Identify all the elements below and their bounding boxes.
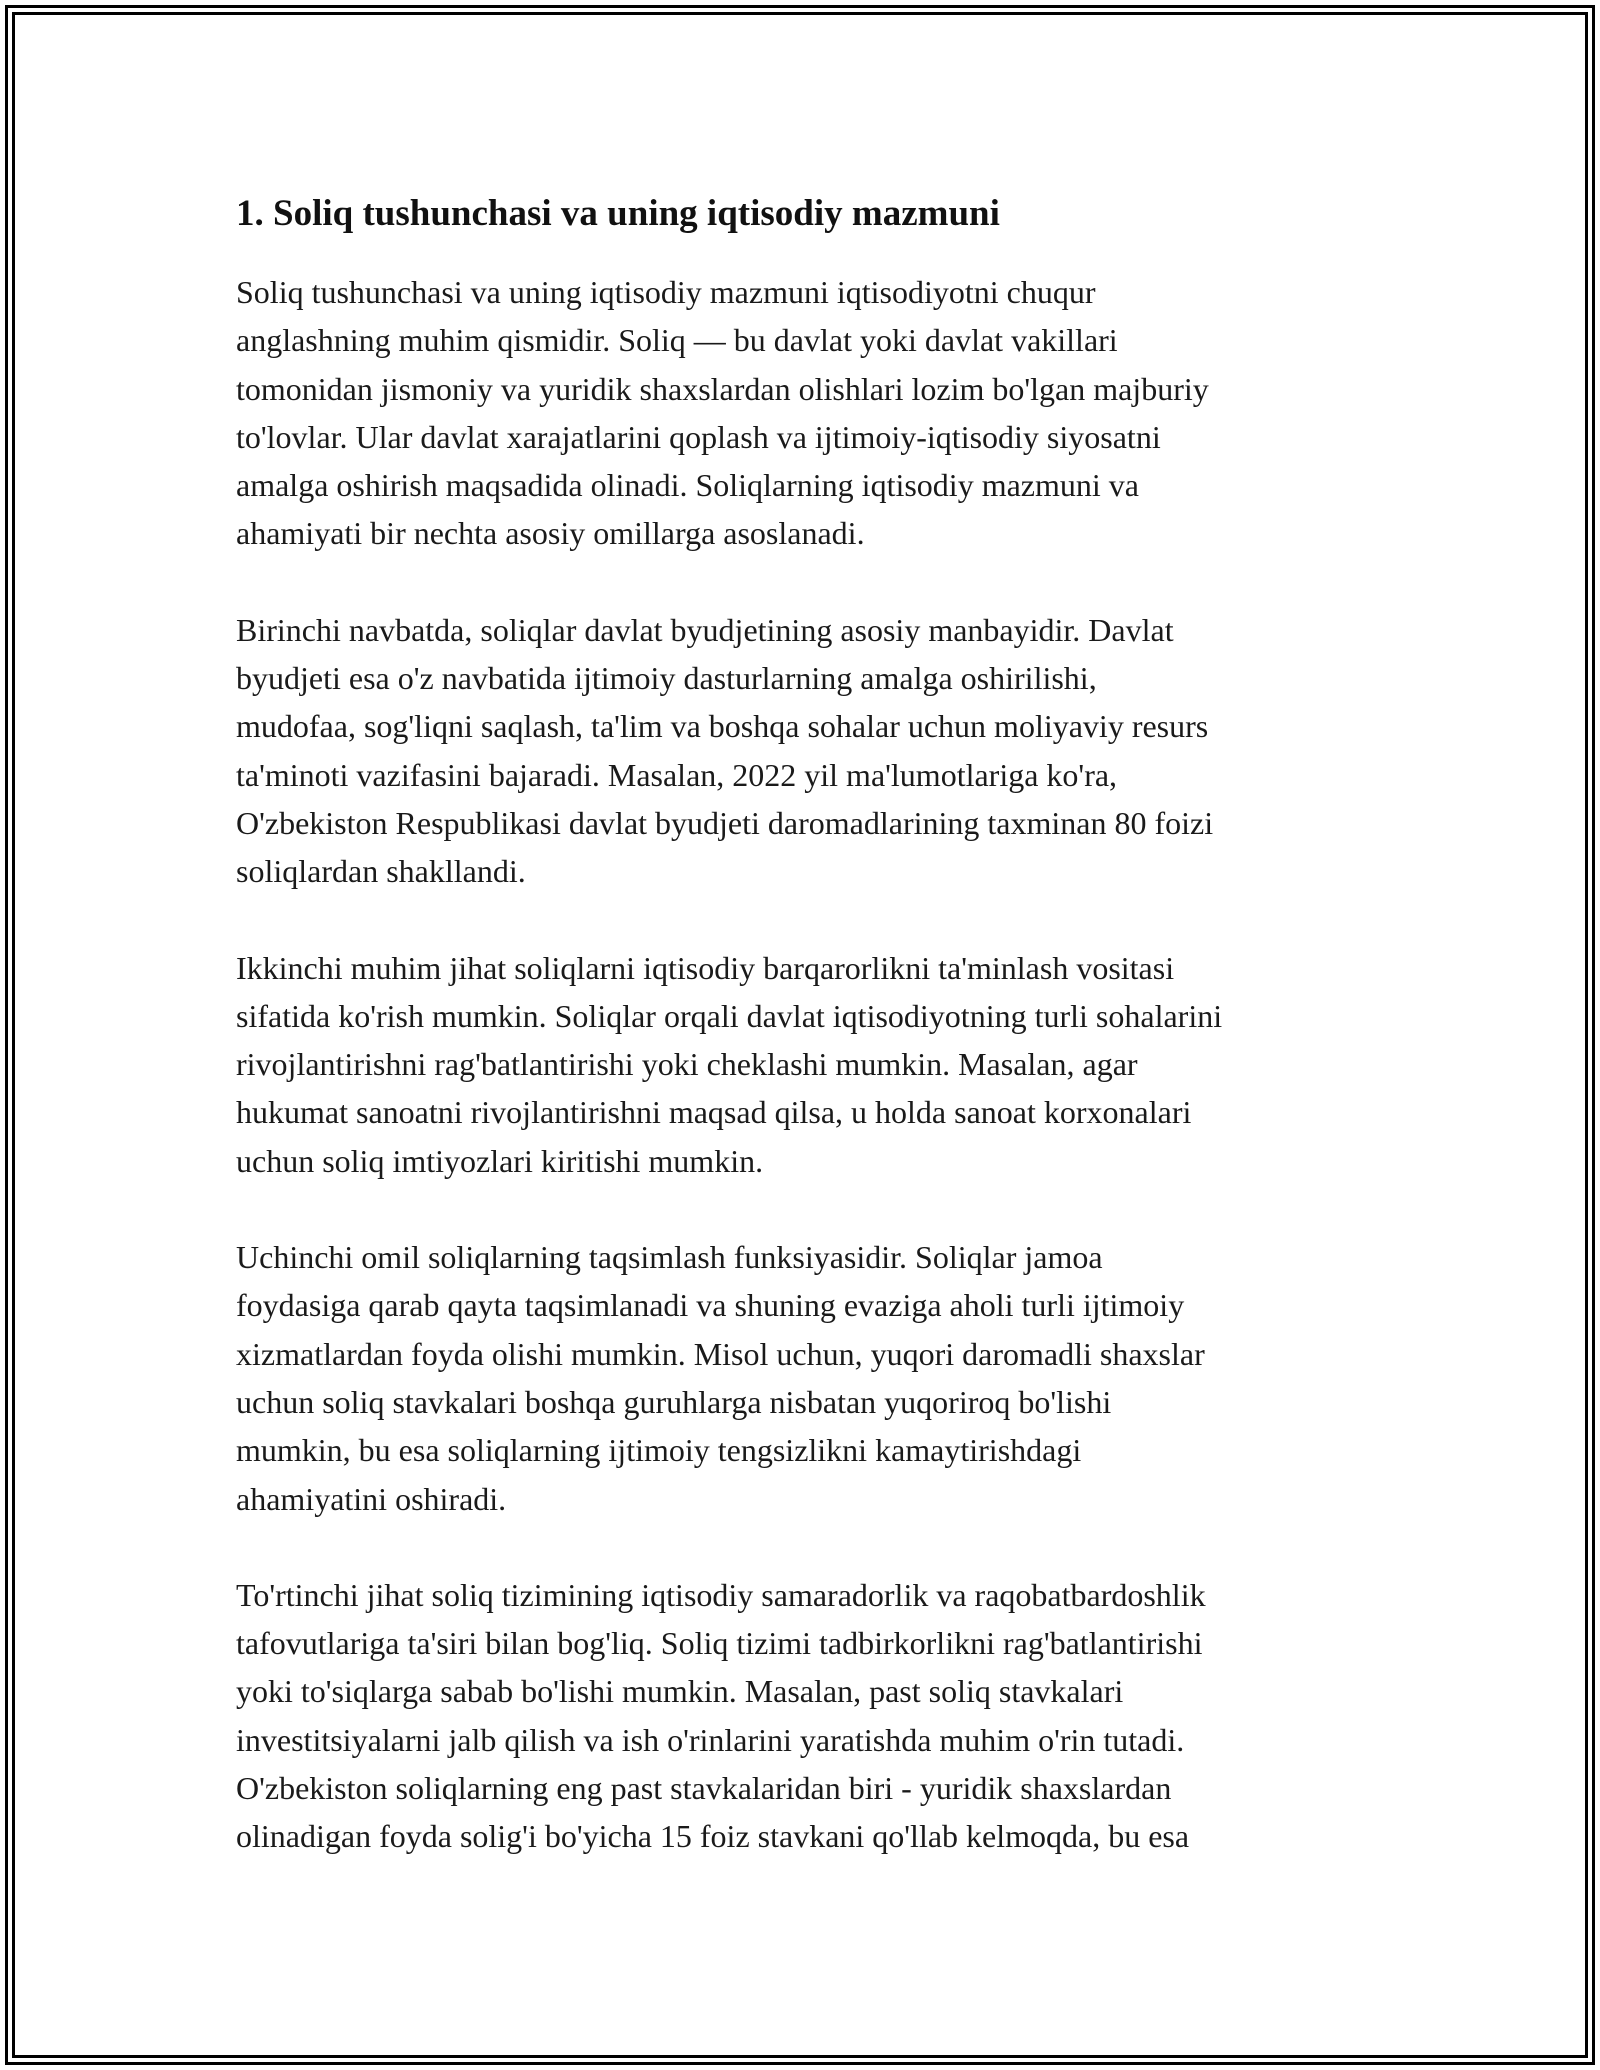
text-line: amalga oshirish maqsadida olinadi. Soliqlarning iqtisodiy mazmuni va xyxy=(236,467,1139,504)
paragraph xyxy=(236,606,1376,896)
text-line: tafovutlariga ta'siri bilan bog'liq. Soliq tizimi tadbirkorlikni rag'batlantirishi xyxy=(236,1625,1203,1662)
text-line: Uchinchi omil soliqlarning taqsimlash funksiyasidir. Soliqlar jamoa xyxy=(236,1239,1103,1276)
text-line: byudjeti esa o'z navbatida ijtimoiy dasturlarning amalga oshirilishi, xyxy=(236,660,1097,697)
body-text xyxy=(236,268,1376,1861)
paragraph xyxy=(236,1233,1376,1523)
text-line: olinadigan foyda solig'i bo'yicha 15 foiz stavkani qo'llab kelmoqda, bu esa xyxy=(236,1818,1190,1855)
section-heading: 1. Soliq tushunchasi va uning iqtisodiy mazmuni xyxy=(236,193,1000,234)
text-line: foydasiga qarab qayta taqsimlanadi va shuning evaziga aholi turli ijtimoiy xyxy=(236,1287,1185,1324)
text-line: hukumat sanoatni rivojlantirishni maqsad qilsa, u holda sanoat korxonalari xyxy=(236,1094,1192,1131)
text-line: rivojlantirishni rag'batlantirishi yoki cheklashi mumkin. Masalan, agar xyxy=(236,1046,1138,1083)
text-line: ahamiyatini oshiradi. xyxy=(236,1480,507,1517)
text-line: O'zbekiston Respublikasi davlat byudjeti daromadlarining taxminan 80 foizi xyxy=(236,804,1214,841)
text-line: yoki to'siqlarga sabab bo'lishi mumkin. Masalan, past soliq stavkalari xyxy=(236,1673,1124,1710)
text-line: Soliq tushunchasi va uning iqtisodiy mazmuni iqtisodiyotni chuqur xyxy=(236,274,1096,310)
text-line: mumkin, bu esa soliqlarning ijtimoiy tengsizlikni kamaytirishdagi xyxy=(236,1432,1082,1469)
paragraph xyxy=(236,1571,1376,1861)
text-line: Birinchi navbatda, soliqlar davlat byudjetining asosiy manbayidir. Davlat xyxy=(236,611,1174,648)
text-line: Ikkinchi muhim jihat soliqlarni iqtisodiy barqarorlikni ta'minlash vositasi xyxy=(236,949,1175,986)
paragraph xyxy=(236,268,1376,558)
text-line: xizmatlardan foyda olishi mumkin. Misol uchun, yuqori daromadli shaxslar xyxy=(236,1335,1205,1372)
text-line: to'lovlar. Ular davlat xarajatlarini qoplash va ijtimoiy-iqtisodiy siyosatni xyxy=(236,418,1161,455)
text-line: uchun soliq imtiyozlari kiritishi mumkin. xyxy=(236,1142,764,1179)
text-line: uchun soliq stavkalari boshqa guruhlarga nisbatan yuqoriroq bo'lishi xyxy=(236,1383,1112,1420)
text-line: ahamiyati bir nechta asosiy omillarga asoslanadi. xyxy=(236,515,865,552)
text-line: investitsiyalarni jalb qilish va ish o'rinlarini yaratishda muhim o'rin tutadi. xyxy=(236,1721,1185,1758)
text-line: O'zbekiston soliqlarning eng past stavkalaridan biri - yuridik shaxslardan xyxy=(236,1770,1172,1807)
text-line: To'rtinchi jihat soliq tizimining iqtisodiy samaradorlik va raqobatbardoshlik xyxy=(236,1576,1206,1613)
document-page xyxy=(236,188,1376,1909)
text-line: anglashning muhim qismidir. Soliq — bu davlat yoki davlat vakillari xyxy=(236,322,1118,359)
text-line: ta'minoti vazifasini bajaradi. Masalan, 2022 yil ma'lumotlariga ko'ra, xyxy=(236,756,1118,793)
paragraph xyxy=(236,944,1376,1185)
text-line: mudofaa, sog'liqni saqlash, ta'lim va boshqa sohalar uchun moliyaviy resurs xyxy=(236,708,1209,745)
text-line: tomonidan jismoniy va yuridik shaxslardan olishlari lozim bo'lgan majburiy xyxy=(236,370,1209,407)
text-line: sifatida ko'rish mumkin. Soliqlar orqali davlat iqtisodiyotning turli sohalarini xyxy=(236,997,1223,1034)
text-line: soliqlardan shakllandi. xyxy=(236,853,526,890)
